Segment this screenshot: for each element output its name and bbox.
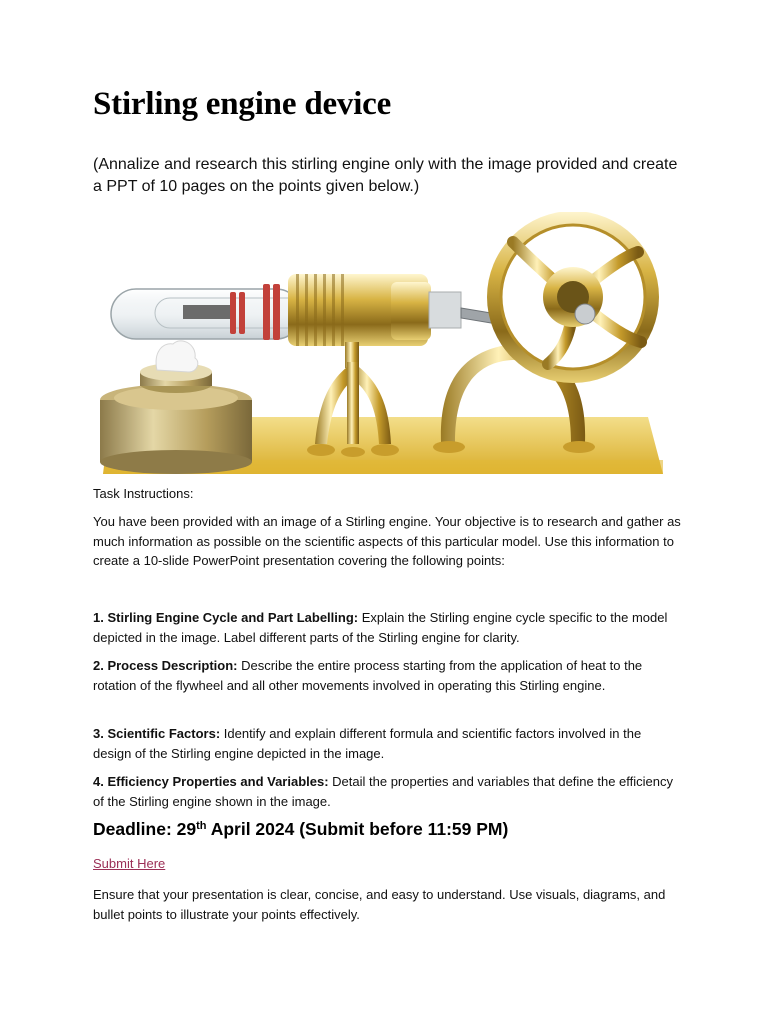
stirling-engine-illustration (93, 212, 673, 475)
point-4-label: 4. Efficiency Properties and Variables: (93, 774, 329, 789)
submit-link[interactable]: Submit Here (93, 856, 166, 871)
point-3 (93, 724, 683, 763)
point-1 (93, 608, 683, 647)
point-1-label: 1. Stirling Engine Cycle and Part Labelling: (93, 610, 359, 625)
point-3-label: 3. Scientific Factors: (93, 726, 221, 741)
point-3-text: Identify and explain different formula and scientific factors involved in the design of the Stirling engine depicted in the image. (93, 726, 642, 761)
deadline-suffix: April 2024 (Submit before 11:59 PM) (206, 819, 509, 839)
subtitle: (Annalize and research this stirling engine only with the image provided and create a PPT of 10 pages on the points given below.) (93, 156, 678, 195)
deadline-ordinal: th (196, 820, 207, 832)
point-2 (93, 656, 683, 695)
stirling-engine-image (93, 212, 673, 475)
point-1-text: Explain the Stirling engine cycle specific to the model depicted in the image. Label different parts of the Stirling engine for clarity. (93, 610, 668, 645)
intro-paragraph: You have been provided with an image of a Stirling engine. Your objective is to research and gather as much information as possible on the scientific aspects of this particular model. Use this information to create a 10-slide PowerPoint presentation covering the following points: (93, 514, 681, 568)
point-2-text: Describe the entire process starting from the application of heat to the rotation of the flywheel and all other movements involved in operating this Stirling engine. (93, 658, 643, 693)
point-4 (93, 772, 683, 811)
deadline-prefix: Deadline: 29 (93, 819, 197, 839)
page-title: Stirling engine device (93, 86, 392, 122)
point-4-text: Detail the properties and variables that define the efficiency of the Stirling engine shown in the image. (93, 774, 674, 809)
deadline (93, 819, 508, 840)
point-2-label: 2. Process Description: (93, 658, 238, 673)
task-instructions-heading: Task Instructions: (93, 486, 194, 501)
closing-paragraph: Ensure that your presentation is clear, concise, and easy to understand. Use visuals, diagrams, and bullet points to illustrate your points effectively. (93, 887, 666, 922)
